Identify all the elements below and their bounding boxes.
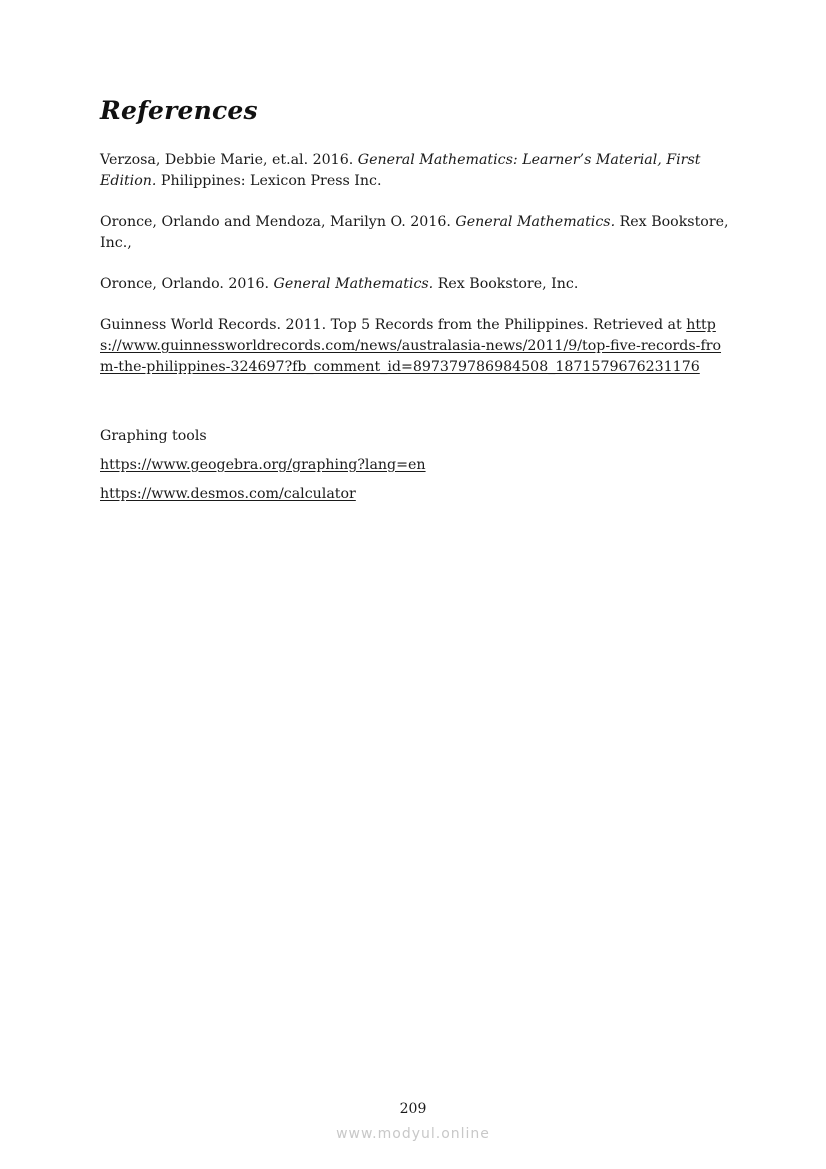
geogebra-link[interactable]: https://www.geogebra.org/graphing?lang=en: [100, 457, 426, 473]
reference-publisher: Philippines: Lexicon Press Inc.: [156, 173, 382, 189]
page-title: References: [100, 96, 258, 125]
graphing-tools-label: Graphing tools: [100, 428, 207, 444]
reference-title: General Mathematics.: [455, 214, 616, 230]
reference-url-link[interactable]: https://www.guinnessworldrecords.com/news/australasia-news/2011/9/top-five-records-from-the-philippines-324697?fb_comment_id=897379786984508_1871579676231176: [100, 317, 722, 375]
reference-entry: [100, 315, 730, 378]
reference-entry: [100, 274, 730, 295]
reference-title: General Mathematics.: [273, 276, 434, 292]
reference-entry: [100, 212, 730, 254]
graphing-tools-section: [100, 426, 730, 513]
watermark: www.modyul.online: [336, 1126, 490, 1142]
reference-authors: Verzosa, Debbie Marie, et.al. 2016.: [100, 152, 358, 168]
reference-publisher: Rex Bookstore, Inc.: [433, 276, 579, 292]
reference-authors: Oronce, Orlando. 2016.: [100, 276, 274, 292]
reference-entry: [100, 150, 730, 192]
page-number: 209: [399, 1101, 427, 1117]
reference-authors: Oronce, Orlando and Mendoza, Marilyn O. 2016.: [100, 214, 456, 230]
reference-list: [100, 150, 730, 398]
reference-publisher: Rex Bookstore, Inc.,: [100, 214, 729, 251]
reference-authors: Guinness World Records. 2011. Top 5 Records from the Philippines. Retrieved at: [100, 317, 687, 333]
reference-title: General Mathematics: Learner’s Material, First Edition.: [100, 152, 701, 189]
desmos-link[interactable]: https://www.desmos.com/calculator: [100, 486, 356, 502]
